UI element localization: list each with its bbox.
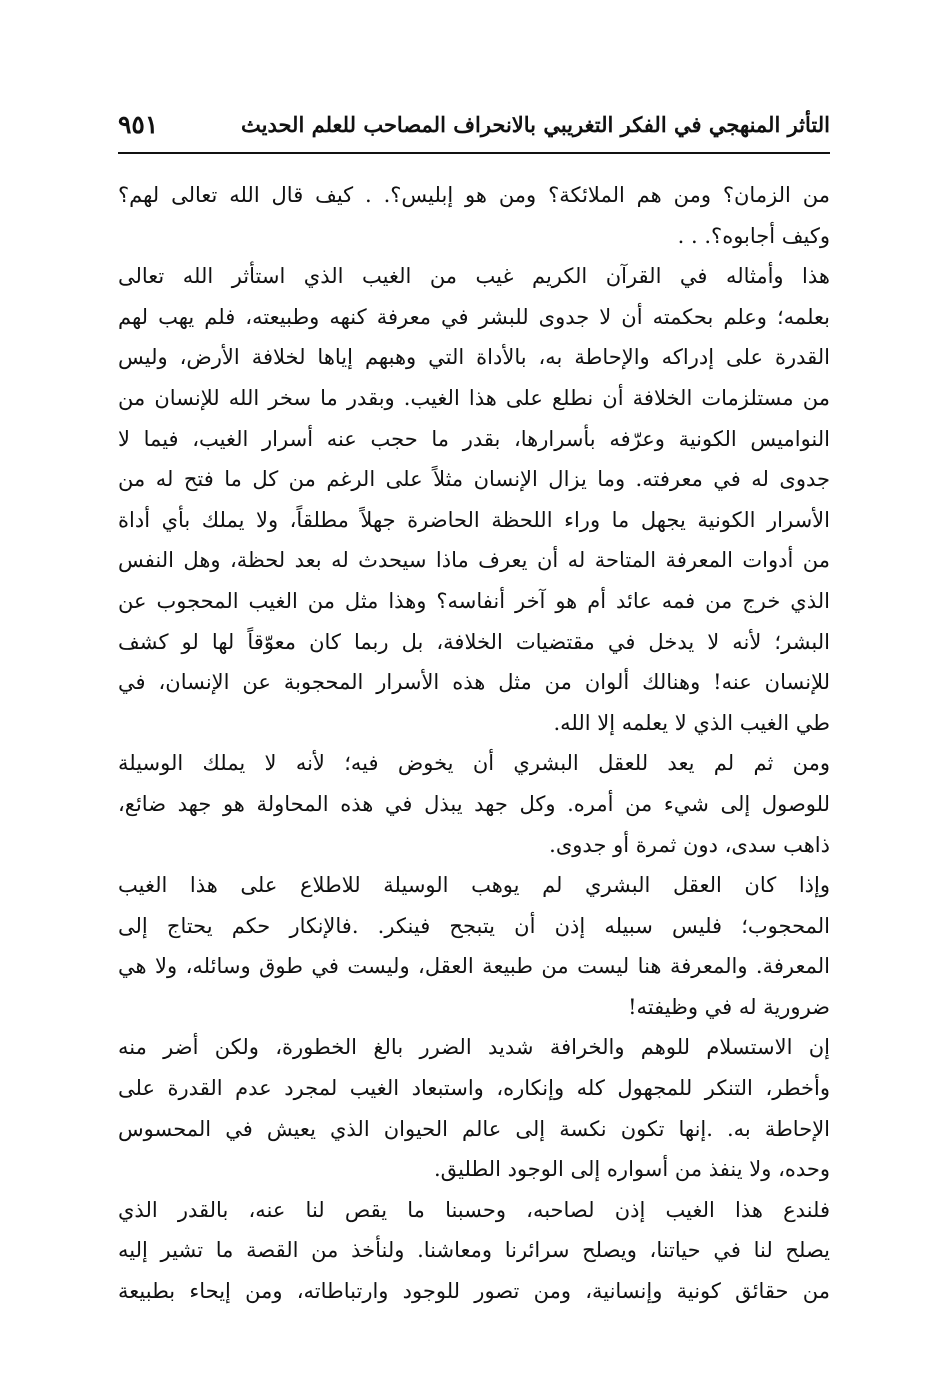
- text-line: وإذا كان العقل البشري لم يوهب الوسيلة للاطلاع على هذا الغيب: [118, 873, 830, 898]
- text-line: للإنسان عنه! وهنالك ألوان من مثل هذه الأسرار المحجوبة عن الإنسان، في: [118, 670, 830, 695]
- paragraph: [118, 1027, 830, 1189]
- paragraph: [118, 743, 830, 865]
- text-line: يصلح لنا في حياتنا، ويصلح سرائرنا ومعاشنا. ولنأخذ من القصة ما تشير إليه: [118, 1238, 830, 1263]
- text-line: بعلمه؛ وعلم بحكمته أن لا جدوى للبشر في معرفة كنهه وطبيعته، فلم يهب لهم: [118, 304, 830, 329]
- text-line: النواميس الكونية وعرّفه بأسرارها، بقدر ما حجب عنه أسرار الغيب، فيما لا: [118, 426, 830, 451]
- text-line: المعرفة. والمعرفة هنا ليست من طبيعة العقل، وليست في طوق وسائله، ولا هي: [118, 954, 830, 979]
- text-line: من مستلزمات الخلافة أن نطلع على هذا الغيب. وبقدر ما سخر الله للإنسان من: [118, 385, 830, 410]
- text-line: هذا وأمثاله في القرآن الكريم غيب من الغيب الذي استأثر الله تعالى: [118, 264, 830, 289]
- page-number: ٩٥١: [118, 110, 159, 139]
- text-line: المحجوب؛ فليس سبيله إذن أن يتبجح فينكر. .فالإنكار حكم يحتاج إلى: [118, 913, 830, 938]
- header-divider: [118, 152, 830, 154]
- text-line: القدرة على إدراكه والإحاطة به، بالأداة التي وهبهم إياها لخلافة الأرض، وليس: [118, 345, 830, 370]
- text-line: وحده، ولا ينفذ من أسواره إلى الوجود الطليق.: [433, 1157, 830, 1182]
- text-line: جدوى له في معرفته. وما يزال الإنسان مثلاً على الرغم من كل ما فتح له من: [118, 467, 830, 492]
- text-line: من أدوات المعرفة المتاحة له أن يعرف ماذا سيحدث له بعد لحظة، وهل النفس: [118, 548, 830, 573]
- text-line: من الزمان؟ ومن هم الملائكة؟ ومن هو إبليس؟. . كيف قال الله تعالى لهم؟: [118, 183, 830, 207]
- paragraph: [118, 865, 830, 1027]
- paragraph: [118, 256, 830, 743]
- text-line: البشر؛ لأنه لا يدخل في مقتضيات الخلافة، بل ربما كان معوّقاً لها لو كشف: [118, 629, 830, 654]
- text-line: ضرورية له في وظيفته!: [628, 994, 830, 1019]
- page-header: [118, 110, 830, 148]
- text-line: للوصول إلى شيء من أمره. وكل جهد يبذل في هذه المحاولة هو جهد ضائع،: [118, 791, 830, 816]
- text-line: ذاهب سدى، دون ثمرة أو جدوى.: [549, 832, 830, 857]
- text-line: طي الغيب الذي لا يعلمه إلا الله.: [553, 710, 830, 735]
- paragraph: [118, 1190, 830, 1312]
- text-line: الإحاطة به. .إنها تكون نكسة إلى عالم الحيوان الذي يعيش في المحسوس: [118, 1116, 830, 1141]
- text-line: الذي خرج من فمه عائد أم هو آخر أنفاسه؟ وهذا مثل من الغيب المحجوب عن: [118, 588, 830, 613]
- text-line: وأخطر، التنكر للمجهول كله وإنكاره، واستبعاد الغيب لمجرد عدم القدرة على: [118, 1076, 830, 1101]
- text-line: من حقائق كونية وإنسانية، ومن تصور للوجود وارتباطاته، ومن إيحاء بطبيعة: [118, 1279, 830, 1304]
- body-text: [118, 175, 830, 1312]
- text-line: فلندع هذا الغيب إذن لصاحبه، وحسبنا ما يقص لنا عنه، بالقدر الذي: [118, 1197, 830, 1222]
- text-line: إن الاستسلام للوهم والخرافة شديد الضرر بالغ الخطورة، ولكن أضر منه: [118, 1035, 830, 1060]
- text-line: وكيف أجابوه؟. . .: [677, 223, 830, 248]
- text-line: الأسرار الكونية يجهل ما وراء اللحظة الحاضرة جهلاً مطلقاً، ولا يملك بأي أداة: [118, 507, 830, 532]
- paragraph: [118, 175, 830, 256]
- running-title: التأثر المنهجي في الفكر التغريبي بالانحراف المصاحب للعلم الحديث: [241, 112, 830, 137]
- text-line: ومن ثم لم يعد للعقل البشري أن يخوض فيه؛ لأنه لا يملك الوسيلة: [118, 751, 830, 776]
